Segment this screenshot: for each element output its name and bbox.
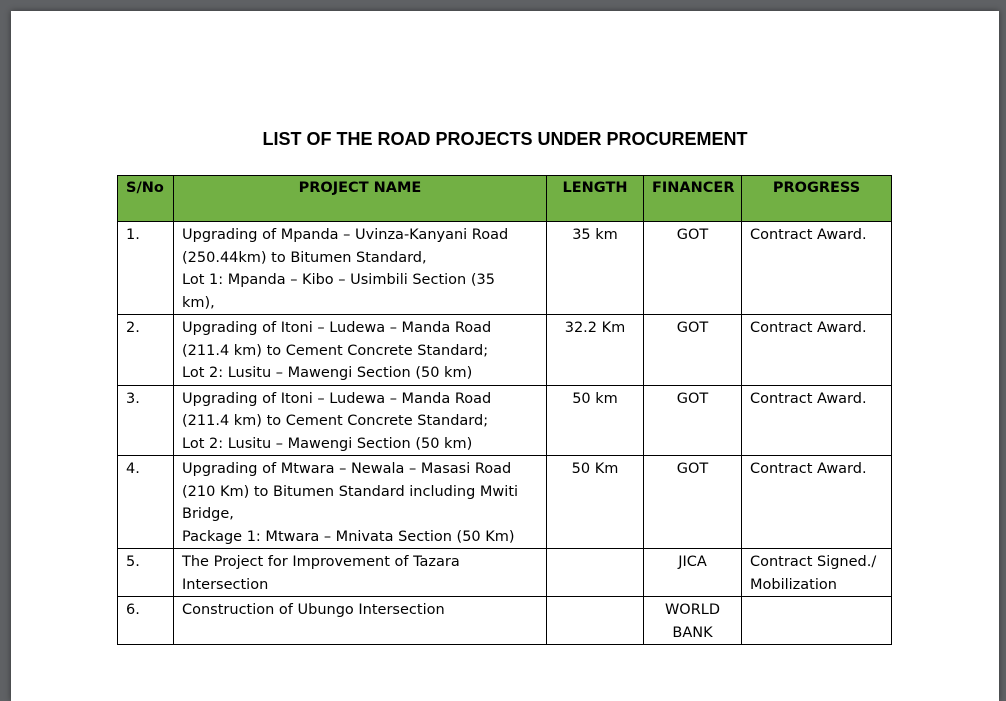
- cell-sno: 2.: [118, 315, 174, 386]
- cell-progress: [742, 315, 892, 386]
- cell-project-name: [174, 222, 547, 315]
- cell-financer: [644, 222, 742, 315]
- table-row: [118, 222, 892, 315]
- header-project-name: PROJECT NAME: [174, 176, 547, 222]
- cell-text-line: Package 1: Mtwara – Mnivata Section (50 Km): [182, 528, 515, 545]
- table-header: [118, 176, 892, 222]
- cell-progress: [742, 549, 892, 597]
- cell-progress: [742, 385, 892, 456]
- cell-project-name: [174, 385, 547, 456]
- cell-text-line: Lot 2: Lusitu – Mawengi Section (50 km): [182, 365, 473, 381]
- cell-financer: [644, 315, 742, 386]
- cell-text-line: Lot 2: Lusitu – Mawengi Section (50 km): [182, 435, 473, 452]
- cell-sno: 5.: [118, 549, 174, 597]
- cell-sno: 3.: [118, 385, 174, 456]
- cell-text-line: Intersection: [182, 576, 269, 593]
- cell-text-line: Construction of Ubungo Intersection: [182, 602, 445, 618]
- cell-length: 32.2 Km: [547, 315, 644, 386]
- cell-text-line: Bridge,: [182, 506, 234, 522]
- cell-text-line: GOT: [676, 320, 709, 336]
- cell-progress: [742, 456, 892, 549]
- cell-text-line: (211.4 km) to Cement Concrete Standard;: [182, 413, 489, 429]
- cell-financer: [644, 549, 742, 597]
- cell-text-line: JICA: [678, 554, 707, 570]
- cell-text-line: Contract Award.: [750, 320, 867, 336]
- cell-project-name: [174, 315, 547, 386]
- cell-text-line: (210 Km) to Bitumen Standard including Mwiti: [182, 483, 519, 500]
- cell-text-line: Upgrading of Itoni – Ludewa – Manda Road: [182, 320, 492, 336]
- cell-progress: [742, 597, 892, 645]
- cell-text-line: GOT: [676, 390, 709, 407]
- cell-text-line: (211.4 km) to Cement Concrete Standard;: [182, 342, 489, 359]
- cell-financer: [644, 385, 742, 456]
- cell-project-name: [174, 597, 547, 645]
- cell-project-name: [174, 549, 547, 597]
- header-financer: FINANCER: [644, 176, 742, 222]
- cell-text-line: Upgrading of Mtwara – Newala – Masasi Road: [182, 461, 512, 477]
- cell-text-line: Upgrading of Mpanda – Uvinza-Kanyani Road: [182, 227, 509, 243]
- road-projects-table: [117, 175, 892, 645]
- cell-text-line: Contract Award.: [750, 461, 867, 477]
- cell-length: 50 km: [547, 385, 644, 456]
- cell-project-name: [174, 456, 547, 549]
- cell-length: 35 km: [547, 222, 644, 315]
- cell-length: [547, 549, 644, 597]
- cell-text-line: GOT: [676, 461, 709, 477]
- cell-progress: [742, 222, 892, 315]
- cell-text-line: GOT: [676, 227, 709, 243]
- cell-text-line: The Project for Improvement of Tazara: [182, 554, 460, 570]
- cell-sno: 4.: [118, 456, 174, 549]
- table-row: [118, 315, 892, 386]
- cell-financer: [644, 456, 742, 549]
- cell-text-line: WORLD: [664, 602, 721, 618]
- cell-sno: 1.: [118, 222, 174, 315]
- table-row: [118, 385, 892, 456]
- cell-text-line: Lot 1: Mpanda – Kibo – Usimbili Section (35: [182, 272, 495, 288]
- table-row: [118, 549, 892, 597]
- header-progress: PROGRESS: [742, 176, 892, 222]
- header-row: [118, 176, 892, 222]
- cell-text-line: (250.44km) to Bitumen Standard,: [182, 249, 427, 266]
- cell-length: 50 Km: [547, 456, 644, 549]
- header-sno: S/No: [118, 176, 174, 222]
- document-title: LIST OF THE ROAD PROJECTS UNDER PROCUREMENT: [262, 129, 748, 149]
- cell-text-line: Upgrading of Itoni – Ludewa – Manda Road: [182, 390, 492, 407]
- cell-text-line: BANK: [672, 624, 713, 641]
- cell-text-line: km),: [182, 294, 215, 311]
- cell-financer: [644, 597, 742, 645]
- cell-text-line: Contract Signed./: [750, 554, 877, 570]
- table-row: [118, 597, 892, 645]
- cell-text-line: Contract Award.: [750, 227, 867, 243]
- table-body: [118, 222, 892, 645]
- document-page: [11, 11, 999, 701]
- header-length: LENGTH: [547, 176, 644, 222]
- cell-length: [547, 597, 644, 645]
- cell-text-line: Contract Award.: [750, 390, 867, 407]
- cell-sno: 6.: [118, 597, 174, 645]
- table-row: [118, 456, 892, 549]
- cell-text-line: Mobilization: [750, 576, 837, 593]
